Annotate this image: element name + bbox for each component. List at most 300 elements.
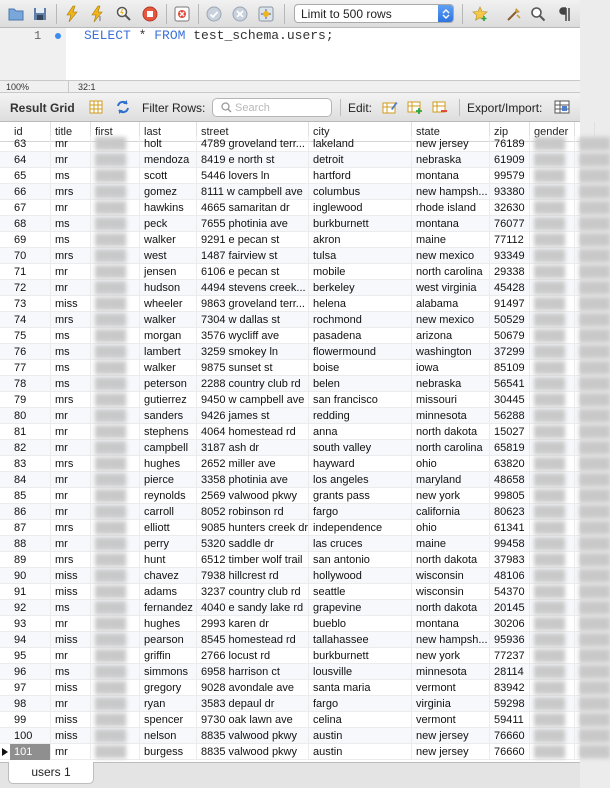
cell-extra[interactable] [575,584,610,600]
table-row[interactable] [0,696,610,712]
cell-first[interactable] [91,504,140,520]
cell-extra[interactable] [575,392,610,408]
cell-id[interactable]: 96 [10,664,51,680]
table-row[interactable] [0,552,610,568]
cell-extra[interactable] [575,376,610,392]
cell-last[interactable]: lambert [140,344,197,360]
cell-gender[interactable] [530,344,575,360]
cell-first[interactable] [91,488,140,504]
cell-state[interactable]: minnesota [412,408,490,424]
cell-title[interactable]: mr [51,424,91,440]
cell-last[interactable]: carroll [140,504,197,520]
cell-street[interactable]: 3576 wycliff ave [197,328,309,344]
cell-first[interactable] [91,472,140,488]
table-row[interactable] [0,184,610,200]
cell-street[interactable]: 2993 karen dr [197,616,309,632]
cell-extra[interactable] [575,344,610,360]
cell-gender[interactable] [530,504,575,520]
cell-title[interactable]: mr [51,152,91,168]
table-row[interactable] [0,520,610,536]
cell-street[interactable]: 4665 samaritan dr [197,200,309,216]
table-row[interactable] [0,232,610,248]
cell-city[interactable]: hayward [309,456,412,472]
table-row[interactable] [0,392,610,408]
cell-street[interactable]: 4789 groveland terr... [197,136,309,152]
cell-state[interactable]: new mexico [412,312,490,328]
cell-street[interactable]: 4064 homestead rd [197,424,309,440]
cell-id[interactable]: 86 [10,504,51,520]
cell-title[interactable]: ms [51,664,91,680]
search-input[interactable] [235,101,327,115]
cell-gender[interactable] [530,440,575,456]
cell-title[interactable]: ms [51,344,91,360]
cell-extra[interactable] [575,312,610,328]
cell-id[interactable]: 94 [10,632,51,648]
cell-city[interactable]: grants pass [309,488,412,504]
cell-title[interactable]: mr [51,408,91,424]
cell-last[interactable]: peck [140,216,197,232]
cell-title[interactable]: mr [51,616,91,632]
cell-last[interactable]: nelson [140,728,197,744]
add-row-icon[interactable] [406,98,424,116]
cell-first[interactable] [91,264,140,280]
cell-zip[interactable]: 29338 [490,264,530,280]
cell-title[interactable]: mrs [51,520,91,536]
cell-first[interactable] [91,168,140,184]
cell-extra[interactable] [575,264,610,280]
cell-street[interactable]: 9730 oak lawn ave [197,712,309,728]
cell-street[interactable]: 3358 photinia ave [197,472,309,488]
cell-last[interactable]: pierce [140,472,197,488]
cell-city[interactable]: south valley [309,440,412,456]
cell-city[interactable]: detroit [309,152,412,168]
cell-id[interactable]: 66 [10,184,51,200]
cell-id[interactable]: 101 [10,744,51,760]
cell-state[interactable]: north carolina [412,264,490,280]
cell-zip[interactable]: 93349 [490,248,530,264]
cell-zip[interactable]: 30206 [490,616,530,632]
cell-extra[interactable] [575,360,610,376]
edit-row-icon[interactable] [381,98,399,116]
column-header-zip[interactable]: zip [490,122,530,142]
add-snippet-icon[interactable] [470,4,490,24]
cell-extra[interactable] [575,168,610,184]
cell-title[interactable]: ms [51,216,91,232]
cell-last[interactable]: perry [140,536,197,552]
cell-zip[interactable]: 77237 [490,648,530,664]
sql-editor[interactable] [0,28,580,80]
table-row[interactable] [0,744,610,760]
cell-last[interactable]: hawkins [140,200,197,216]
cell-gender[interactable] [530,584,575,600]
cell-city[interactable]: berkeley [309,280,412,296]
cell-first[interactable] [91,568,140,584]
table-row[interactable] [0,328,610,344]
cell-city[interactable]: celina [309,712,412,728]
cell-title[interactable]: ms [51,168,91,184]
cell-gender[interactable] [530,376,575,392]
cell-id[interactable]: 74 [10,312,51,328]
cell-last[interactable]: chavez [140,568,197,584]
result-tab-users-1[interactable]: users 1 [8,762,94,784]
cell-state[interactable]: maine [412,536,490,552]
cell-title[interactable]: mr [51,280,91,296]
cell-last[interactable]: jensen [140,264,197,280]
table-row[interactable] [0,296,610,312]
cell-id[interactable]: 77 [10,360,51,376]
cell-gender[interactable] [530,152,575,168]
cell-last[interactable]: west [140,248,197,264]
cell-id[interactable]: 100 [10,728,51,744]
table-row[interactable] [0,664,610,680]
cell-id[interactable]: 99 [10,712,51,728]
cell-city[interactable]: boise [309,360,412,376]
cell-city[interactable]: austin [309,728,412,744]
cell-city[interactable]: fargo [309,504,412,520]
cell-street[interactable]: 9863 groveland terr... [197,296,309,312]
cell-state[interactable]: alabama [412,296,490,312]
cell-last[interactable]: reynolds [140,488,197,504]
cell-state[interactable]: rhode island [412,200,490,216]
cell-last[interactable]: walker [140,232,197,248]
rollback-icon[interactable] [230,4,250,24]
cell-extra[interactable] [575,280,610,296]
cell-city[interactable]: rochmond [309,312,412,328]
grid-view-icon[interactable] [87,98,105,116]
cell-id[interactable]: 80 [10,408,51,424]
cell-city[interactable]: lakeland [309,136,412,152]
cell-first[interactable] [91,664,140,680]
cell-id[interactable]: 78 [10,376,51,392]
cell-street[interactable]: 9291 e pecan st [197,232,309,248]
cell-zip[interactable]: 76660 [490,744,530,760]
cell-city[interactable]: burkburnett [309,648,412,664]
cell-last[interactable]: walker [140,312,197,328]
cell-street[interactable]: 4494 stevens creek... [197,280,309,296]
cell-gender[interactable] [530,616,575,632]
cell-zip[interactable]: 37983 [490,552,530,568]
cell-city[interactable]: seattle [309,584,412,600]
cell-id[interactable]: 84 [10,472,51,488]
table-row[interactable] [0,440,610,456]
cell-street[interactable]: 6958 harrison ct [197,664,309,680]
cell-state[interactable]: new hampsh... [412,184,490,200]
cell-gender[interactable] [530,632,575,648]
cell-first[interactable] [91,584,140,600]
cell-state[interactable]: vermont [412,680,490,696]
cell-extra[interactable] [575,456,610,472]
cell-street[interactable]: 2766 locust rd [197,648,309,664]
table-row[interactable] [0,616,610,632]
cell-first[interactable] [91,280,140,296]
cell-city[interactable]: lousville [309,664,412,680]
cell-last[interactable]: wheeler [140,296,197,312]
cell-state[interactable]: wisconsin [412,584,490,600]
cell-title[interactable]: miss [51,568,91,584]
cell-id[interactable]: 65 [10,168,51,184]
cell-title[interactable]: ms [51,376,91,392]
cell-id[interactable]: 97 [10,680,51,696]
cell-zip[interactable]: 80623 [490,504,530,520]
cell-id[interactable]: 95 [10,648,51,664]
cell-first[interactable] [91,216,140,232]
cell-state[interactable]: montana [412,616,490,632]
table-row[interactable] [0,568,610,584]
cell-street[interactable]: 9426 james st [197,408,309,424]
cell-title[interactable]: miss [51,584,91,600]
cell-first[interactable] [91,536,140,552]
cell-street[interactable]: 2288 country club rd [197,376,309,392]
cell-first[interactable] [91,648,140,664]
cell-zip[interactable]: 99458 [490,536,530,552]
column-header-gender[interactable]: gender [530,122,575,142]
cell-city[interactable]: bueblo [309,616,412,632]
cell-id[interactable]: 72 [10,280,51,296]
cell-zip[interactable]: 56541 [490,376,530,392]
cell-gender[interactable] [530,328,575,344]
cell-zip[interactable]: 63820 [490,456,530,472]
cell-gender[interactable] [530,264,575,280]
cell-extra[interactable] [575,504,610,520]
cell-gender[interactable] [530,744,575,760]
cell-state[interactable]: montana [412,168,490,184]
cell-state[interactable]: new jersey [412,136,490,152]
cell-street[interactable]: 3187 ash dr [197,440,309,456]
cell-extra[interactable] [575,136,610,152]
cell-city[interactable]: anna [309,424,412,440]
cell-zip[interactable]: 93380 [490,184,530,200]
cell-gender[interactable] [530,536,575,552]
cell-gender[interactable] [530,520,575,536]
cell-city[interactable]: austin [309,744,412,760]
save-icon[interactable] [30,4,50,24]
cell-last[interactable]: sanders [140,408,197,424]
cell-id[interactable]: 63 [10,136,51,152]
cell-street[interactable]: 9085 hunters creek dr [197,520,309,536]
cell-title[interactable]: mr [51,440,91,456]
cell-extra[interactable] [575,424,610,440]
cell-zip[interactable]: 99579 [490,168,530,184]
cell-title[interactable]: mrs [51,552,91,568]
table-row[interactable] [0,632,610,648]
cell-street[interactable]: 8835 valwood pkwy [197,744,309,760]
cell-last[interactable]: spencer [140,712,197,728]
cell-last[interactable]: peterson [140,376,197,392]
cell-zip[interactable]: 30445 [490,392,530,408]
cell-id[interactable]: 68 [10,216,51,232]
table-row[interactable] [0,408,610,424]
cell-zip[interactable]: 61341 [490,520,530,536]
cell-zip[interactable]: 65819 [490,440,530,456]
cell-gender[interactable] [530,232,575,248]
cell-extra[interactable] [575,728,610,744]
table-row[interactable] [0,280,610,296]
cell-extra[interactable] [575,248,610,264]
cell-id[interactable]: 73 [10,296,51,312]
cell-state[interactable]: minnesota [412,664,490,680]
zoom-level[interactable]: 100% [6,82,30,92]
table-row[interactable] [0,344,610,360]
cell-last[interactable]: scott [140,168,197,184]
cell-id[interactable]: 87 [10,520,51,536]
table-row[interactable] [0,504,610,520]
table-row[interactable] [0,648,610,664]
cell-id[interactable]: 88 [10,536,51,552]
cell-extra[interactable] [575,648,610,664]
cell-first[interactable] [91,616,140,632]
cell-extra[interactable] [575,200,610,216]
cell-state[interactable]: maryland [412,472,490,488]
cell-state[interactable]: north dakota [412,424,490,440]
cell-zip[interactable]: 77112 [490,232,530,248]
cell-title[interactable]: mr [51,200,91,216]
cell-first[interactable] [91,344,140,360]
table-row[interactable] [0,600,610,616]
cell-city[interactable]: redding [309,408,412,424]
cell-last[interactable]: pearson [140,632,197,648]
cell-title[interactable]: ms [51,328,91,344]
cell-city[interactable]: tulsa [309,248,412,264]
cell-gender[interactable] [530,424,575,440]
cell-city[interactable]: grapevine [309,600,412,616]
cell-state[interactable]: montana [412,216,490,232]
cell-zip[interactable]: 50529 [490,312,530,328]
cell-state[interactable]: new mexico [412,248,490,264]
column-header-first[interactable]: first [91,122,140,142]
cell-state[interactable]: new york [412,488,490,504]
column-header-state[interactable]: state [412,122,490,142]
cell-id[interactable]: 82 [10,440,51,456]
cell-id[interactable]: 70 [10,248,51,264]
cell-state[interactable]: washington [412,344,490,360]
cell-first[interactable] [91,680,140,696]
cell-gender[interactable] [530,696,575,712]
cell-extra[interactable] [575,328,610,344]
table-row[interactable] [0,312,610,328]
cell-zip[interactable]: 59298 [490,696,530,712]
cell-first[interactable] [91,296,140,312]
cell-zip[interactable]: 99805 [490,488,530,504]
cell-street[interactable]: 2652 miller ave [197,456,309,472]
cell-first[interactable] [91,744,140,760]
cell-last[interactable]: mendoza [140,152,197,168]
folder-icon[interactable] [6,4,26,24]
cell-zip[interactable]: 37299 [490,344,530,360]
cell-id[interactable]: 90 [10,568,51,584]
result-grid-label[interactable]: Result Grid [10,101,75,115]
cell-last[interactable]: gregory [140,680,197,696]
filter-rows-search[interactable] [212,98,332,117]
cell-title[interactable]: miss [51,728,91,744]
cell-first[interactable] [91,392,140,408]
cell-extra[interactable] [575,408,610,424]
cell-extra[interactable] [575,744,610,760]
cell-state[interactable]: new york [412,648,490,664]
cell-gender[interactable] [530,728,575,744]
cell-last[interactable]: fernandez [140,600,197,616]
cell-extra[interactable] [575,296,610,312]
cell-zip[interactable]: 61909 [490,152,530,168]
cell-id[interactable]: 91 [10,584,51,600]
cell-zip[interactable]: 45428 [490,280,530,296]
cell-city[interactable]: tallahassee [309,632,412,648]
cell-last[interactable]: hughes [140,616,197,632]
cell-state[interactable]: nebraska [412,376,490,392]
cell-gender[interactable] [530,488,575,504]
cell-state[interactable]: iowa [412,360,490,376]
cell-last[interactable]: hughes [140,456,197,472]
table-row[interactable] [0,424,610,440]
table-row[interactable] [0,152,610,168]
cell-extra[interactable] [575,664,610,680]
cell-id[interactable]: 71 [10,264,51,280]
table-row[interactable] [0,376,610,392]
result-grid[interactable] [0,122,610,762]
find-icon[interactable] [528,4,548,24]
delete-row-icon[interactable] [431,98,449,116]
cell-street[interactable]: 7938 hillcrest rd [197,568,309,584]
cell-id[interactable]: 67 [10,200,51,216]
cell-title[interactable]: ms [51,232,91,248]
cell-city[interactable]: burkburnett [309,216,412,232]
cell-id[interactable]: 75 [10,328,51,344]
cell-last[interactable]: morgan [140,328,197,344]
cell-zip[interactable]: 28114 [490,664,530,680]
cell-gender[interactable] [530,248,575,264]
cell-id[interactable]: 64 [10,152,51,168]
execute-selection-icon[interactable] [88,4,108,24]
cell-title[interactable]: miss [51,296,91,312]
cell-first[interactable] [91,728,140,744]
cell-title[interactable]: miss [51,680,91,696]
cell-extra[interactable] [575,712,610,728]
cell-first[interactable] [91,600,140,616]
cell-id[interactable]: 69 [10,232,51,248]
cell-first[interactable] [91,552,140,568]
cell-last[interactable]: hudson [140,280,197,296]
cell-first[interactable] [91,408,140,424]
cell-street[interactable]: 5320 saddle dr [197,536,309,552]
cell-zip[interactable]: 91497 [490,296,530,312]
cell-title[interactable]: mrs [51,392,91,408]
cell-first[interactable] [91,696,140,712]
cell-title[interactable]: mr [51,744,91,760]
cell-first[interactable] [91,248,140,264]
column-header-title[interactable]: title [51,122,91,142]
cell-zip[interactable]: 32630 [490,200,530,216]
cell-extra[interactable] [575,696,610,712]
cell-state[interactable]: north dakota [412,600,490,616]
table-row[interactable] [0,456,610,472]
cell-state[interactable]: wisconsin [412,568,490,584]
cell-first[interactable] [91,376,140,392]
cell-city[interactable]: fargo [309,696,412,712]
cell-last[interactable]: gomez [140,184,197,200]
table-row[interactable] [0,712,610,728]
cell-extra[interactable] [575,520,610,536]
cell-title[interactable]: mrs [51,184,91,200]
table-row[interactable] [0,200,610,216]
cell-gender[interactable] [530,312,575,328]
cell-extra[interactable] [575,184,610,200]
cell-street[interactable]: 3583 depaul dr [197,696,309,712]
cell-extra[interactable] [575,568,610,584]
cell-state[interactable]: missouri [412,392,490,408]
column-header-id[interactable]: id [10,122,51,142]
cell-title[interactable]: mrs [51,312,91,328]
limit-rows-select[interactable] [294,4,454,23]
cell-city[interactable]: pasadena [309,328,412,344]
